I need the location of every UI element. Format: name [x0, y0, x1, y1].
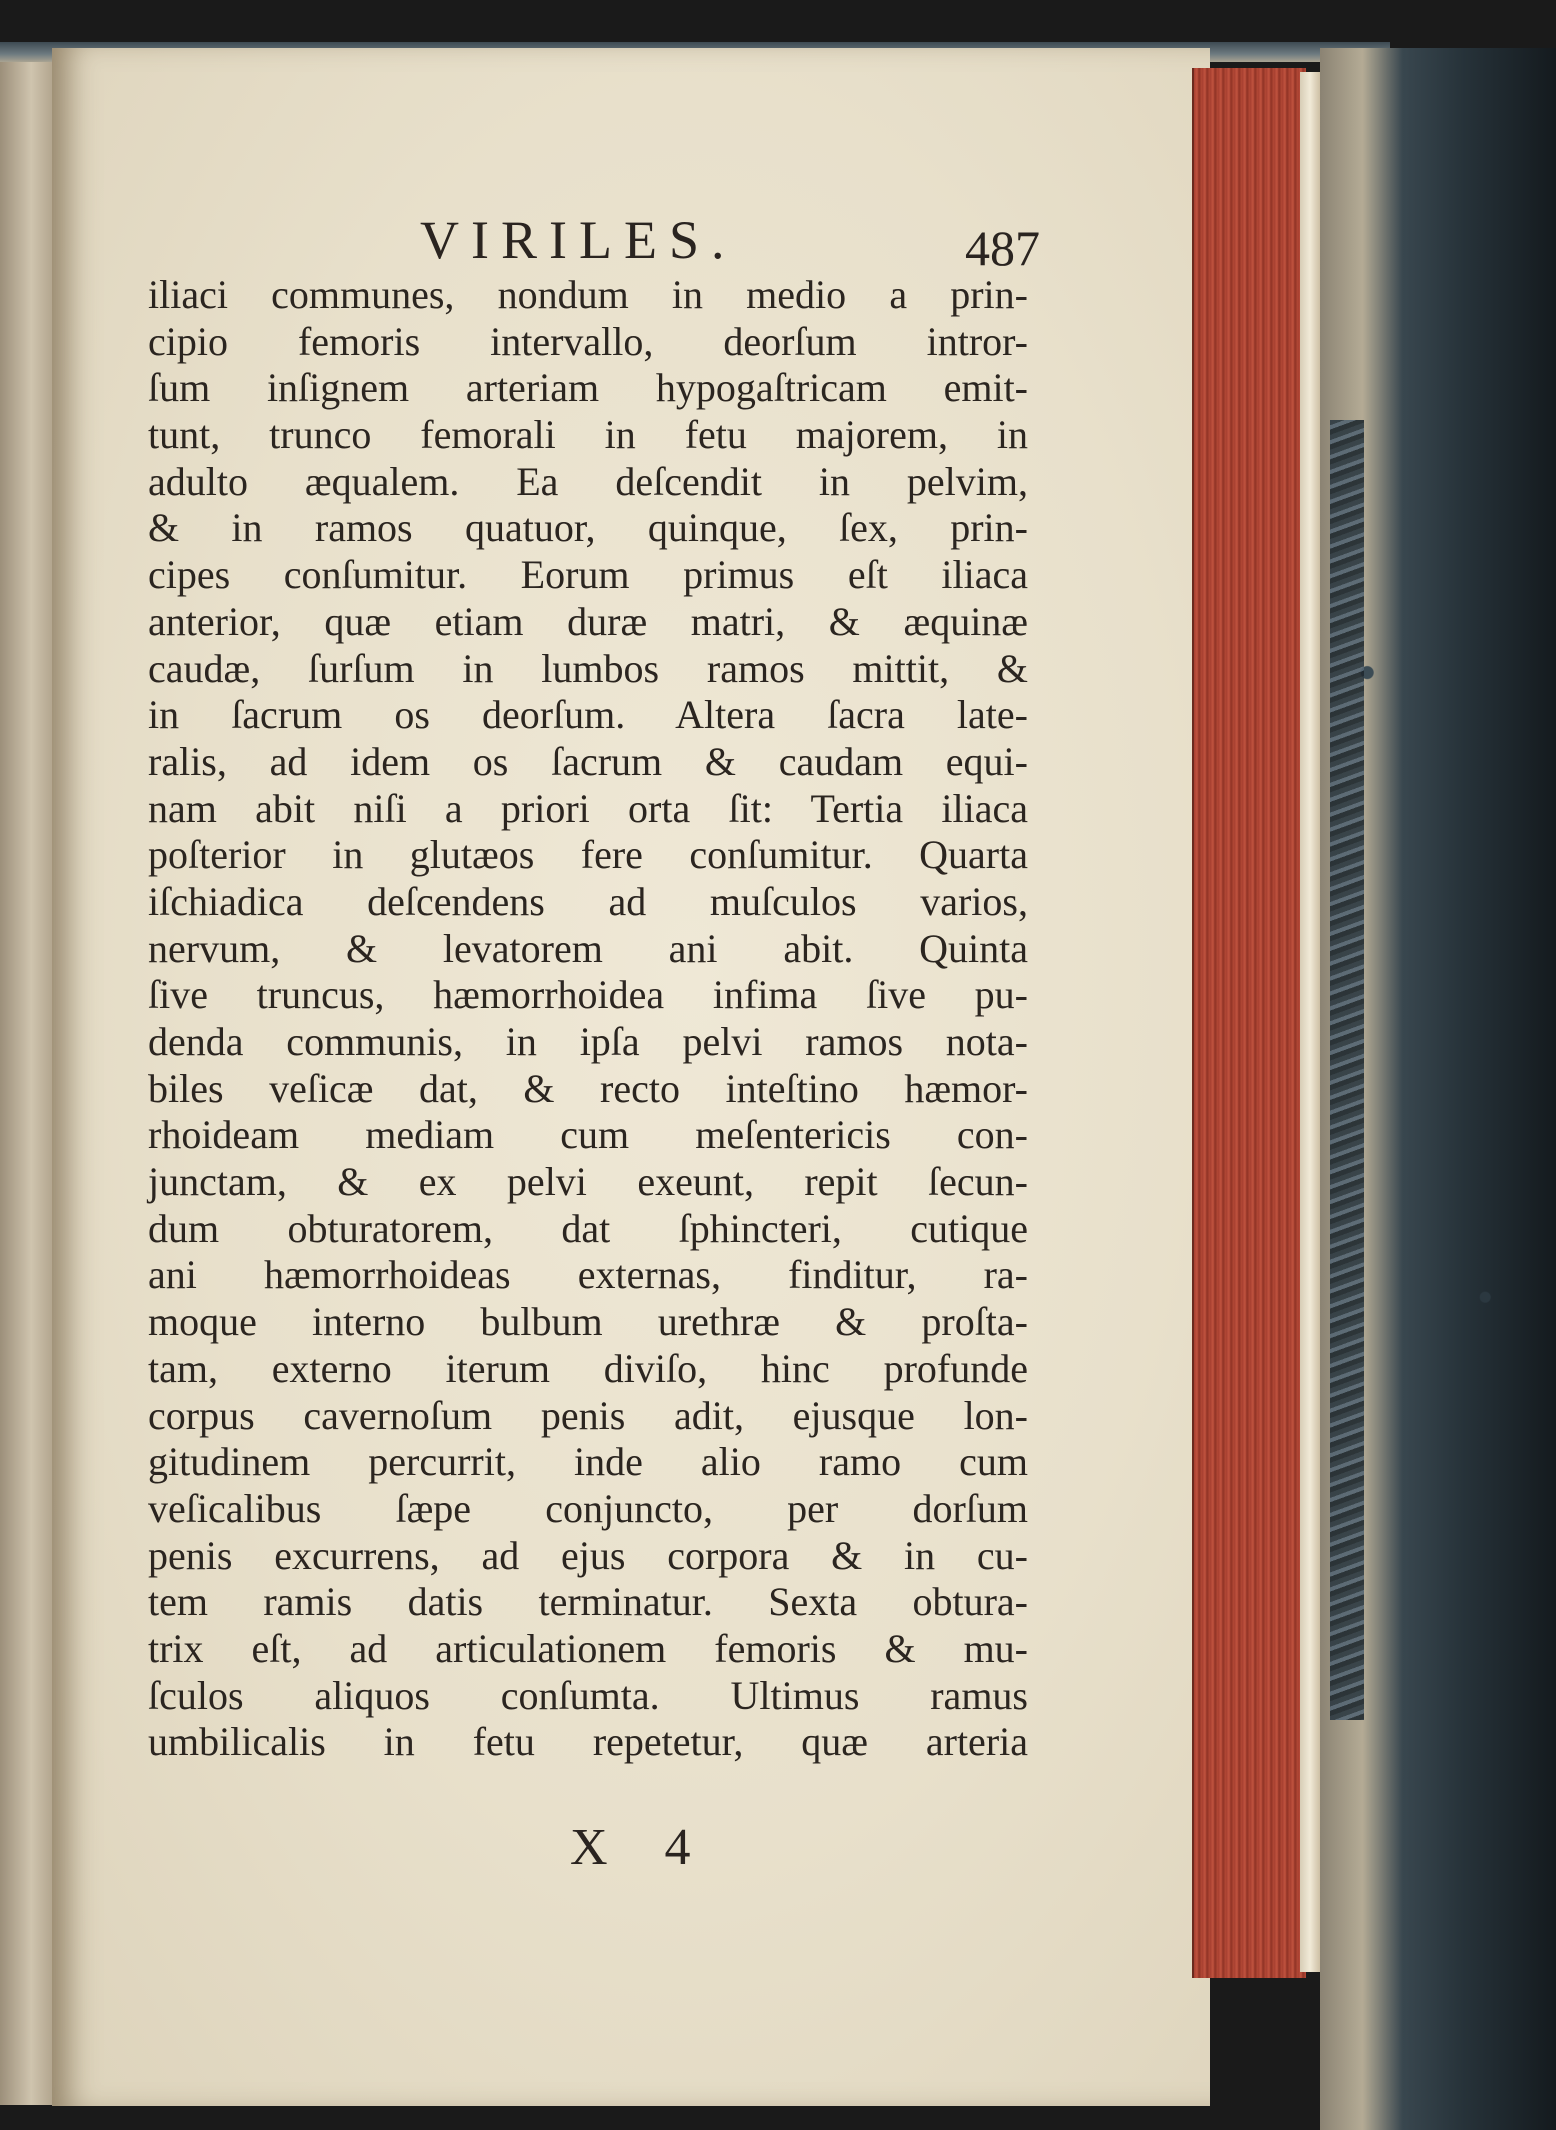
marbled-board [1330, 420, 1364, 1720]
text-line: ſive truncus, hæmorrhoidea infima ſive pu- [148, 972, 1028, 1018]
body-text [148, 272, 1028, 1766]
text-line: anterior, quæ etiam duræ matri, & æquinæ [148, 598, 1028, 644]
text-line: ani hæmorrhoideas externas, finditur, ra- [148, 1252, 1028, 1298]
running-head: VIRILES. [420, 210, 737, 270]
text-line: iliaci communes, nondum in medio a prin- [148, 272, 1028, 317]
text-line: tunt, trunco femorali in fetu majorem, in [148, 412, 1028, 458]
text-line: gitudinem percurrit, inde alio ramo cum [148, 1439, 1028, 1485]
text-line: dum obturatorem, dat ſphincteri, cutique [148, 1205, 1028, 1251]
text-line: tam, externo iterum diviſo, hinc profunde [148, 1345, 1028, 1391]
text-line: nervum, & levatorem ani abit. Quinta [148, 925, 1028, 971]
text-line: rhoideam mediam cum meſentericis con- [148, 1112, 1028, 1158]
text-line: ralis, ad idem os ſacrum & caudam equi- [148, 738, 1028, 784]
text-line: denda communis, in ipſa pelvi ramos nota- [148, 1019, 1028, 1064]
text-line: tem ramis datis terminatur. Sexta obtura- [148, 1579, 1028, 1625]
page-header [150, 210, 1040, 276]
text-line: biles veſicæ dat, & recto inteſtino hæmor- [148, 1065, 1028, 1111]
text-line: iſchiadica deſcendens ad muſculos varios, [148, 878, 1028, 924]
text-line: trix eſt, ad articulationem femoris & mu- [148, 1625, 1028, 1671]
text-line: junctam, & ex pelvi exeunt, repit ſecun- [148, 1159, 1028, 1205]
red-page-edges [1192, 68, 1306, 1978]
text-line: nam abit niſi a priori orta ſit: Tertia iliaca [148, 785, 1028, 831]
text-line: moque interno bulbum urethræ & proſta- [148, 1299, 1028, 1345]
text-line: cipes conſumitur. Eorum primus eſt iliaca [148, 552, 1028, 598]
signature-mark: X 4 [570, 1819, 713, 1876]
text-line: umbilicalis in fetu repetetur, quæ arteria [148, 1719, 1028, 1765]
text-line: poſterior in glutæos fere conſumitur. Quarta [148, 832, 1028, 878]
text-line: & in ramos quatuor, quinque, ſex, prin- [148, 505, 1028, 551]
text-line: ſum inſignem arteriam hypogaſtricam emit- [148, 365, 1028, 411]
page-number: 487 [965, 220, 1040, 276]
page-fore-edge [1300, 72, 1320, 1972]
text-line: penis excurrens, ad ejus corpora & in cu- [148, 1532, 1028, 1578]
text-line: corpus cavernoſum penis adit, ejusque lon- [148, 1392, 1028, 1438]
text-line: in ſacrum os deorſum. Altera ſacra late- [148, 692, 1028, 738]
previous-page-edge [0, 55, 52, 2105]
text-line: veſicalibus ſæpe conjuncto, per dorſum [148, 1485, 1028, 1531]
text-line: ſculos aliquos conſumta. Ultimus ramus [148, 1672, 1028, 1718]
text-line: adulto æqualem. Ea deſcendit in pelvim, [148, 458, 1028, 504]
text-line: cipio femoris intervallo, deorſum intror- [148, 318, 1028, 364]
text-line: caudæ, ſurſum in lumbos ramos mittit, & [148, 645, 1028, 691]
